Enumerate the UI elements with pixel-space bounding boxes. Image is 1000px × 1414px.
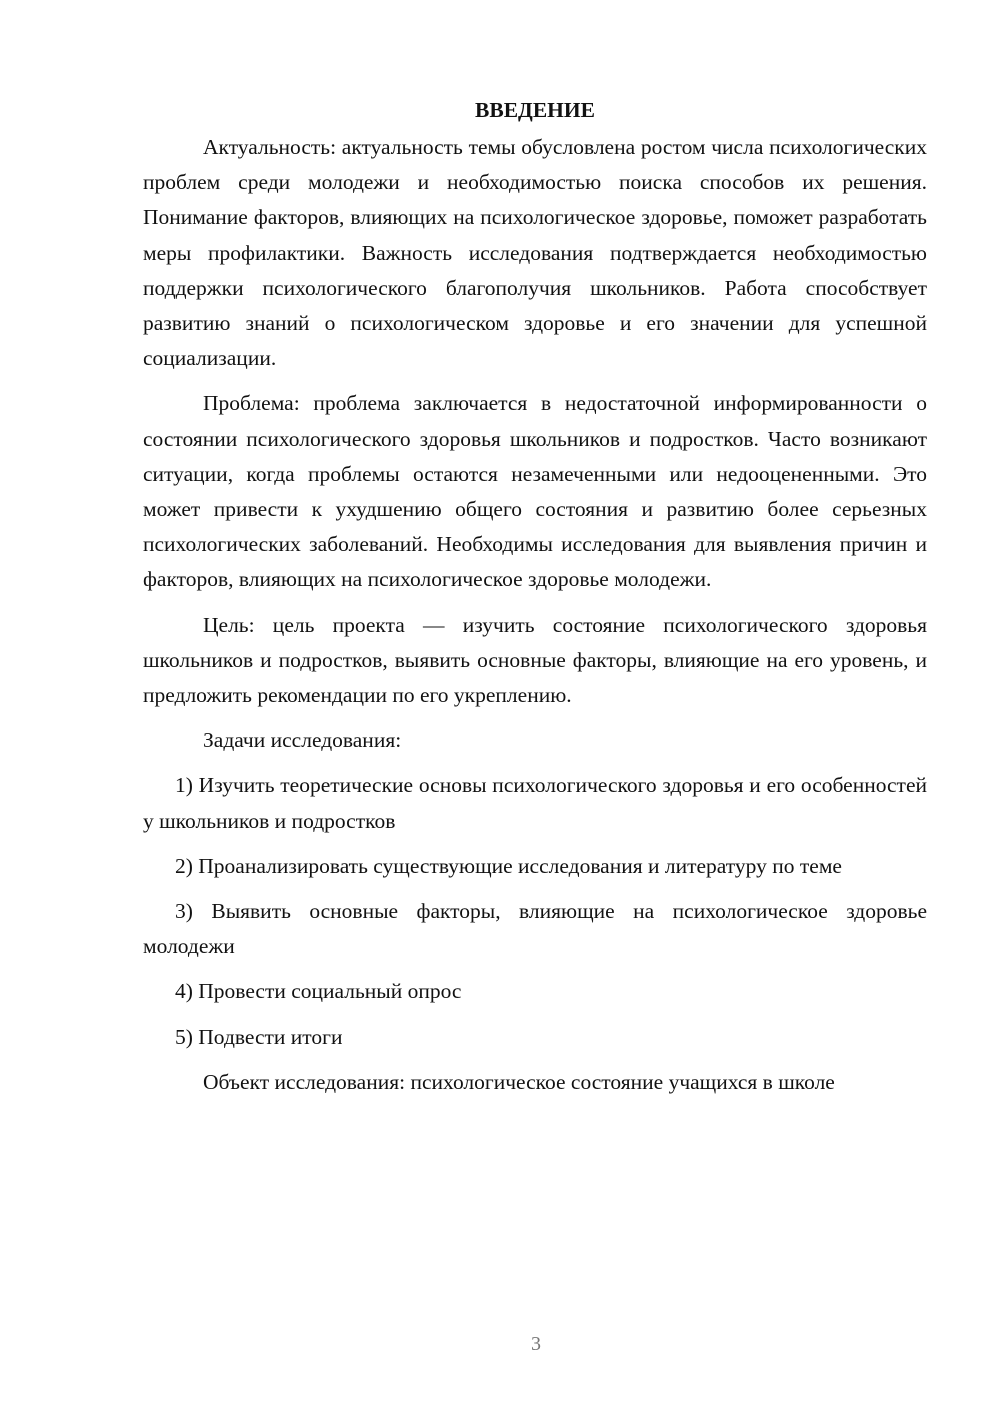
- section-heading: ВВЕДЕНИЕ: [475, 98, 595, 122]
- task-item: 3) Выявить основные факторы, влияющие на психологическое здоровье молодежи: [143, 899, 927, 959]
- task-item: 2) Проанализировать существующие исследования и литературу по теме: [175, 853, 842, 878]
- task-item: 5) Подвести итоги: [175, 1024, 343, 1049]
- goal-paragraph: Цель: цель проекта — изучить состояние психологического здоровья школьников и подростков, выявить основные факторы, влияющие на его уровень, и предложить рекомендации по его укреплению.: [143, 612, 927, 708]
- object-paragraph: Объект исследования: психологическое состояние учащихся в школе: [203, 1069, 835, 1094]
- tasks-title: Задачи исследования:: [203, 728, 402, 753]
- relevance-paragraph: Актуальность: актуальность темы обусловлена ростом числа психологических проблем среди молодежи и необходимостью поиска способов их решения. Понимание факторов, влияющих на психологическое здоровье, поможет разработать меры профилактики. Важность исследования подтверждается необходимостью поддержки психологического благополучия школьников. Работа способствует развитию знаний о психологическом здоровье и его значении для успешной социализации.: [143, 135, 927, 371]
- task-item: 4) Провести социальный опрос: [175, 979, 462, 1004]
- task-item: 1) Изучить теоретические основы психологического здоровья и его особенностей у школьников и подростков: [143, 773, 927, 833]
- problem-paragraph: Проблема: проблема заключается в недостаточной информированности о состоянии психологического здоровья школьников и подростков. Часто возникают ситуации, когда проблемы остаются незамеченными или недооцененными. Это может привести к ухудшению общего состояния и развитию более серьезных психологических заболеваний. Необходимы исследования для выявления причин и факторов, влияющих на психологическое здоровье молодежи.: [143, 391, 927, 592]
- document-body: [143, 93, 927, 1110]
- page-number: 3: [531, 1333, 541, 1355]
